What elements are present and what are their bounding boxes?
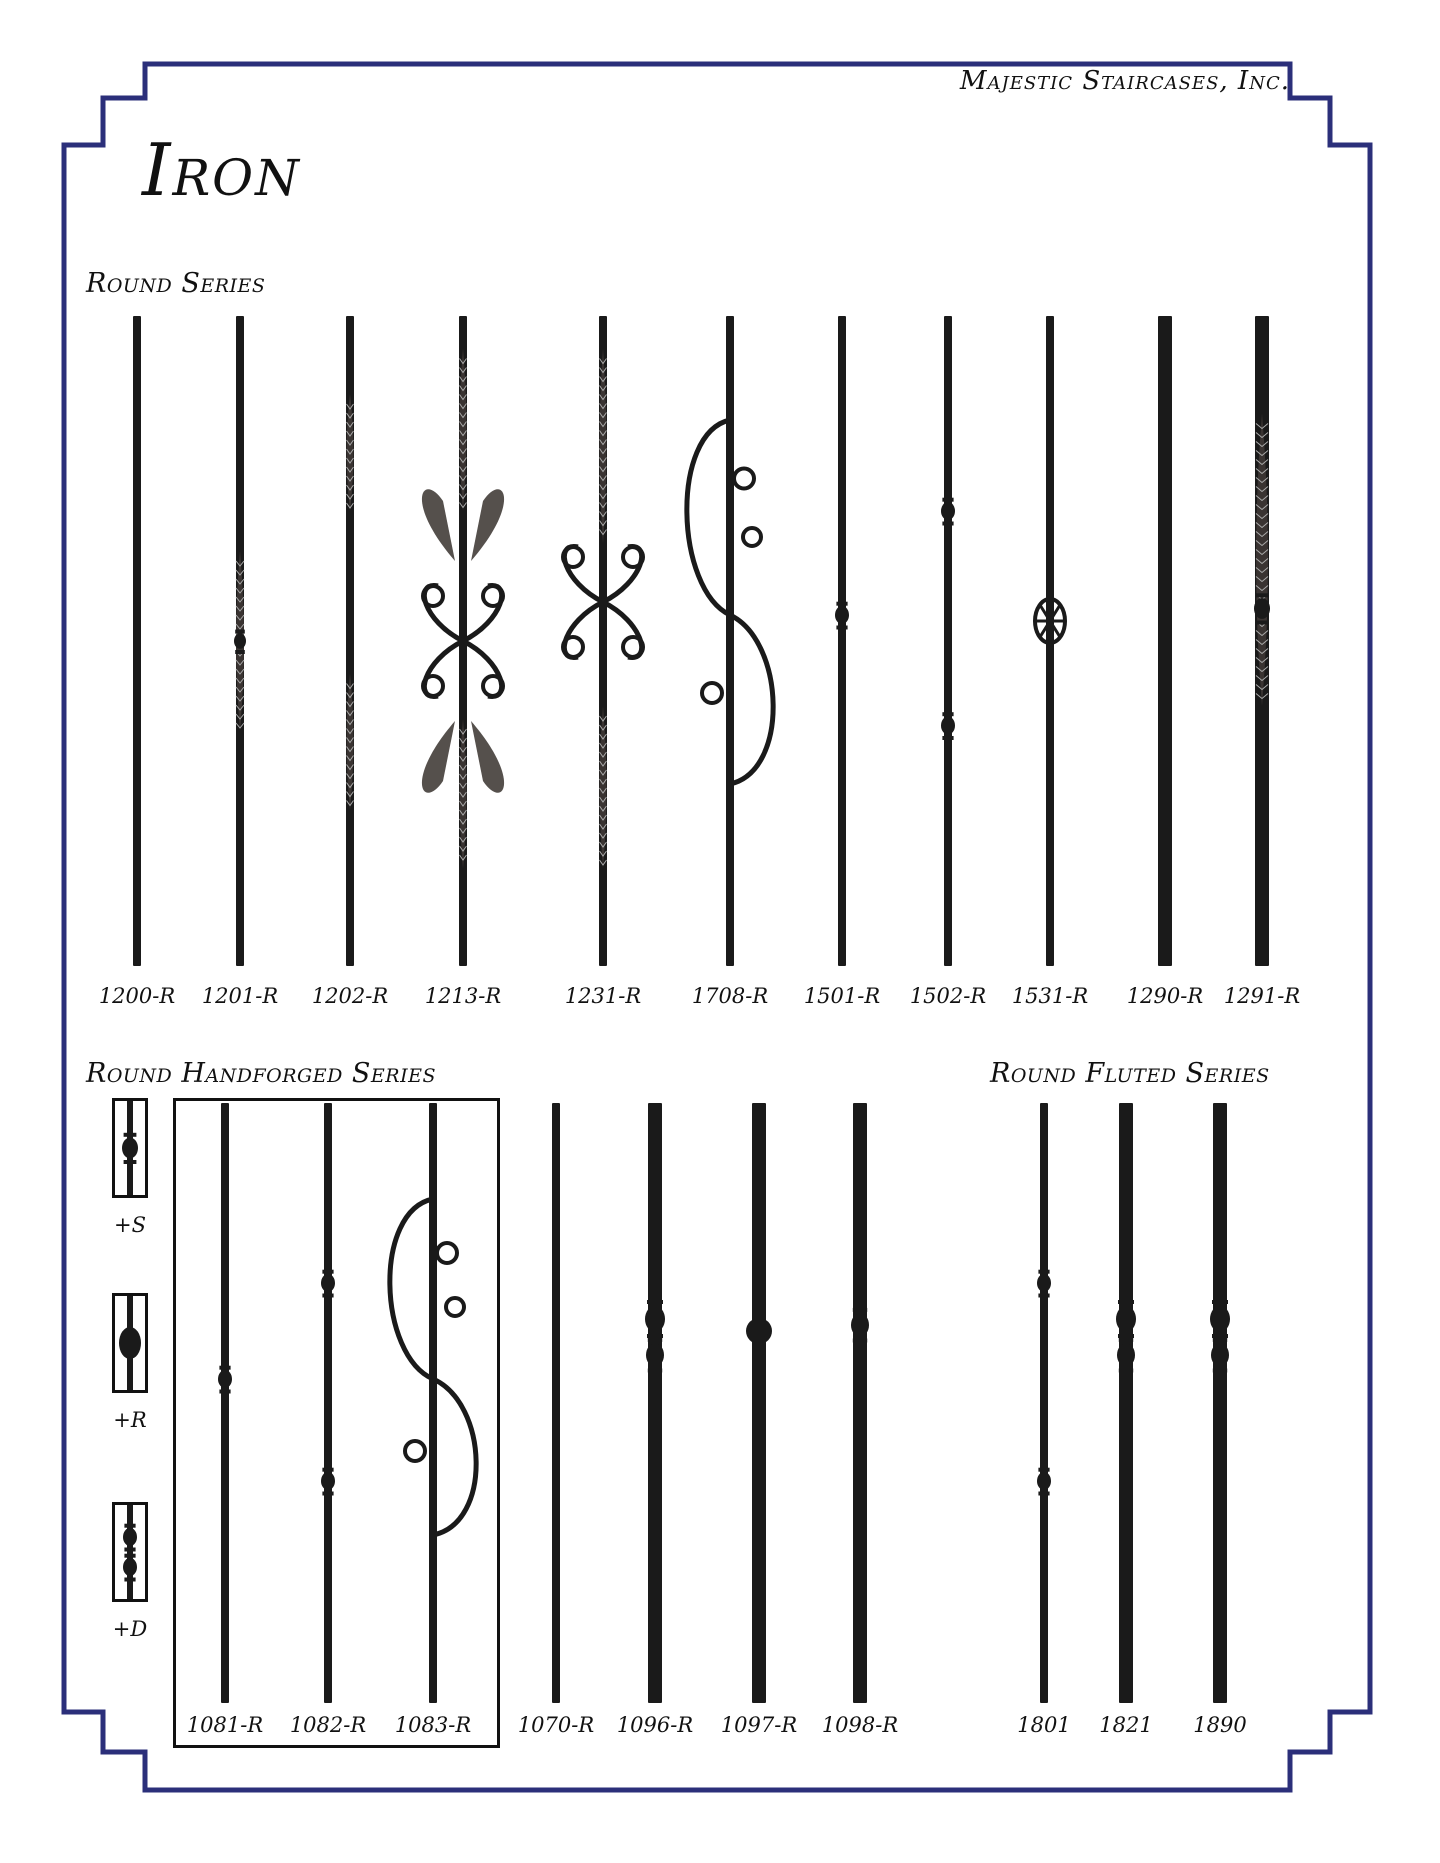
baluster-code-1501-R: 1501-R [803,984,881,1008]
baluster-1200-R [77,316,197,966]
company-name: Majestic Staircases, Inc. [959,66,1290,96]
baluster-code-1200-R: 1200-R [98,984,176,1008]
option-swatch-+R [112,1293,148,1393]
baluster-code-1291-R: 1291-R [1223,984,1301,1008]
baluster-code-1070-R: 1070-R [517,1713,595,1737]
baluster-code-1231-R: 1231-R [564,984,642,1008]
baluster-code-1081-R: 1081-R [186,1713,264,1737]
option-label: +D [112,1617,148,1641]
baluster-code-1098-R: 1098-R [821,1713,899,1737]
baluster-code-1202-R: 1202-R [311,984,389,1008]
baluster-1098-R [800,1103,920,1703]
baluster-1231-R [543,316,663,966]
option-label: +R [113,1408,147,1432]
option-swatch-+S [112,1098,148,1198]
baluster-code-1531-R: 1531-R [1011,984,1089,1008]
baluster-1083-R [373,1103,493,1703]
baluster-code-1290-R: 1290-R [1126,984,1204,1008]
section-round-series: Round Series [86,268,266,299]
section-handforged-series: Round Handforged Series [86,1058,436,1089]
baluster-1531-R [990,316,1110,966]
baluster-code-1201-R: 1201-R [201,984,279,1008]
baluster-1202-R [290,316,410,966]
baluster-code-1083-R: 1083-R [394,1713,472,1737]
baluster-1213-R [403,316,523,966]
baluster-code-1082-R: 1082-R [289,1713,367,1737]
baluster-1096-R [595,1103,715,1703]
option-swatch-+D [112,1502,148,1602]
baluster-code-1801: 1801 [1017,1713,1071,1737]
option-label: +S [114,1213,146,1237]
baluster-1890 [1160,1103,1280,1703]
baluster-code-1096-R: 1096-R [616,1713,694,1737]
baluster-code-1708-R: 1708-R [691,984,769,1008]
baluster-1081-R [165,1103,285,1703]
baluster-code-1097-R: 1097-R [720,1713,798,1737]
page-title: Iron [142,128,301,212]
baluster-1501-R [782,316,902,966]
baluster-code-1821: 1821 [1099,1713,1153,1737]
section-fluted-series: Round Fluted Series [990,1058,1270,1089]
baluster-code-1890: 1890 [1193,1713,1247,1737]
baluster-code-1502-R: 1502-R [909,984,987,1008]
baluster-code-1213-R: 1213-R [424,984,502,1008]
baluster-1082-R [268,1103,388,1703]
baluster-1291-R [1202,316,1322,966]
baluster-1201-R [180,316,300,966]
baluster-1708-R [670,316,790,966]
